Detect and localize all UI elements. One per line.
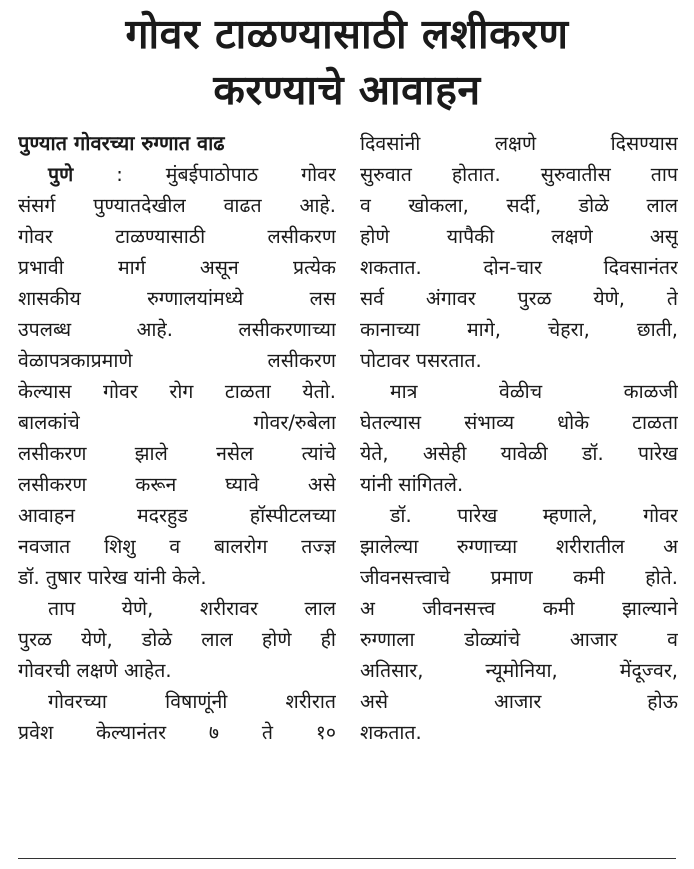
left-column <box>14 128 336 748</box>
article-line: शासकीय रुग्णालयांमध्ये लस <box>18 287 336 310</box>
article-line: पोटावर पसरतात. <box>360 349 482 372</box>
article-line: मात्र वेळीच काळजी <box>390 380 678 403</box>
article-line: सुरुवात होतात. सुरुवातीस ताप <box>360 163 678 186</box>
article-line: जीवनसत्त्वाचे प्रमाण कमी होते. <box>360 566 678 589</box>
article-line: नवजात शिशु व बालरोग तज्ज्ञ <box>18 535 336 558</box>
article-line: लसीकरण करून घ्यावे असे <box>18 473 336 496</box>
article-line: गोवरच्या विषाणूंनी शरीरात <box>48 690 336 713</box>
article-line: बालकांचे गोवर/रुबेला <box>18 411 336 434</box>
article-line: गोवरची लक्षणे आहेत. <box>18 659 172 682</box>
article-line: सर्व अंगावर पुरळ येणे, ते <box>360 287 678 310</box>
article-line: केल्यास गोवर रोग टाळता येतो. <box>18 380 336 403</box>
article-line: दिवसांनी लक्षणे दिसण्यास <box>360 132 678 155</box>
article-line: ताप येणे, शरीरावर लाल <box>48 597 336 620</box>
article-line: व खोकला, सर्दी, डोळे लाल <box>360 194 678 217</box>
article-line: आवाहन मदरहुड हॉस्पीटलच्या <box>18 504 336 527</box>
article-line: संसर्ग पुण्यातदेखील वाढत आहे. <box>18 194 336 217</box>
article-line: झालेल्या रुग्णाच्या शरीरातील अ <box>360 535 678 558</box>
subheading: पुण्यात गोवरच्या रुग्णात वाढ <box>18 131 225 155</box>
right-column <box>360 128 680 748</box>
article-line: डॉ. तुषार पारेख यांनी केले. <box>18 566 207 589</box>
article-line <box>18 159 336 190</box>
article-line: शकतात. <box>360 721 422 744</box>
dateline: पुणे <box>48 163 74 186</box>
article-line: यांनी सांगितले. <box>360 473 464 496</box>
article-line: वेळापत्रकाप्रमाणे लसीकरण <box>18 349 336 372</box>
article-line: येते, असेही यावेळी डॉ. पारेख <box>360 442 678 465</box>
article-line: डॉ. पारेख म्हणाले, गोवर <box>390 504 678 527</box>
article-line: अ जीवनसत्त्व कमी झाल्याने <box>360 597 678 620</box>
article-line: होणे यापैकी लक्षणे असू <box>360 225 678 248</box>
article-line: गोवर टाळण्यासाठी लसीकरण <box>18 225 336 248</box>
headline-line-1: गोवर टाळण्यासाठी लशीकरण <box>125 10 569 58</box>
headline-line-2: करण्याचे आवाहन <box>213 66 481 114</box>
article-line-text: : मुंबईपाठोपाठ गोवर <box>116 163 336 186</box>
article-line: प्रवेश केल्यानंतर ७ ते १० <box>18 721 336 744</box>
article-line: लसीकरण झाले नसेल त्यांचे <box>18 442 336 465</box>
headline <box>14 6 680 118</box>
article-line: घेतल्यास संभाव्य धोके टाळता <box>360 411 678 434</box>
article-line: असे आजार होऊ <box>360 690 678 713</box>
bottom-divider <box>18 858 676 859</box>
article-columns <box>14 128 680 748</box>
article-line: पुरळ येणे, डोळे लाल होणे ही <box>18 628 336 651</box>
article-line: उपलब्ध आहे. लसीकरणाच्या <box>18 318 336 341</box>
article-line: शकतात. दोन-चार दिवसानंतर <box>360 256 678 279</box>
article-line: प्रभावी मार्ग असून प्रत्येक <box>18 256 336 279</box>
article-line: कानाच्या मागे, चेहरा, छाती, <box>360 318 678 341</box>
article-line: अतिसार, न्यूमोनिया, मेंदूज्वर, <box>360 659 678 682</box>
article-line: रुग्णाला डोळ्यांचे आजार व <box>360 628 678 651</box>
